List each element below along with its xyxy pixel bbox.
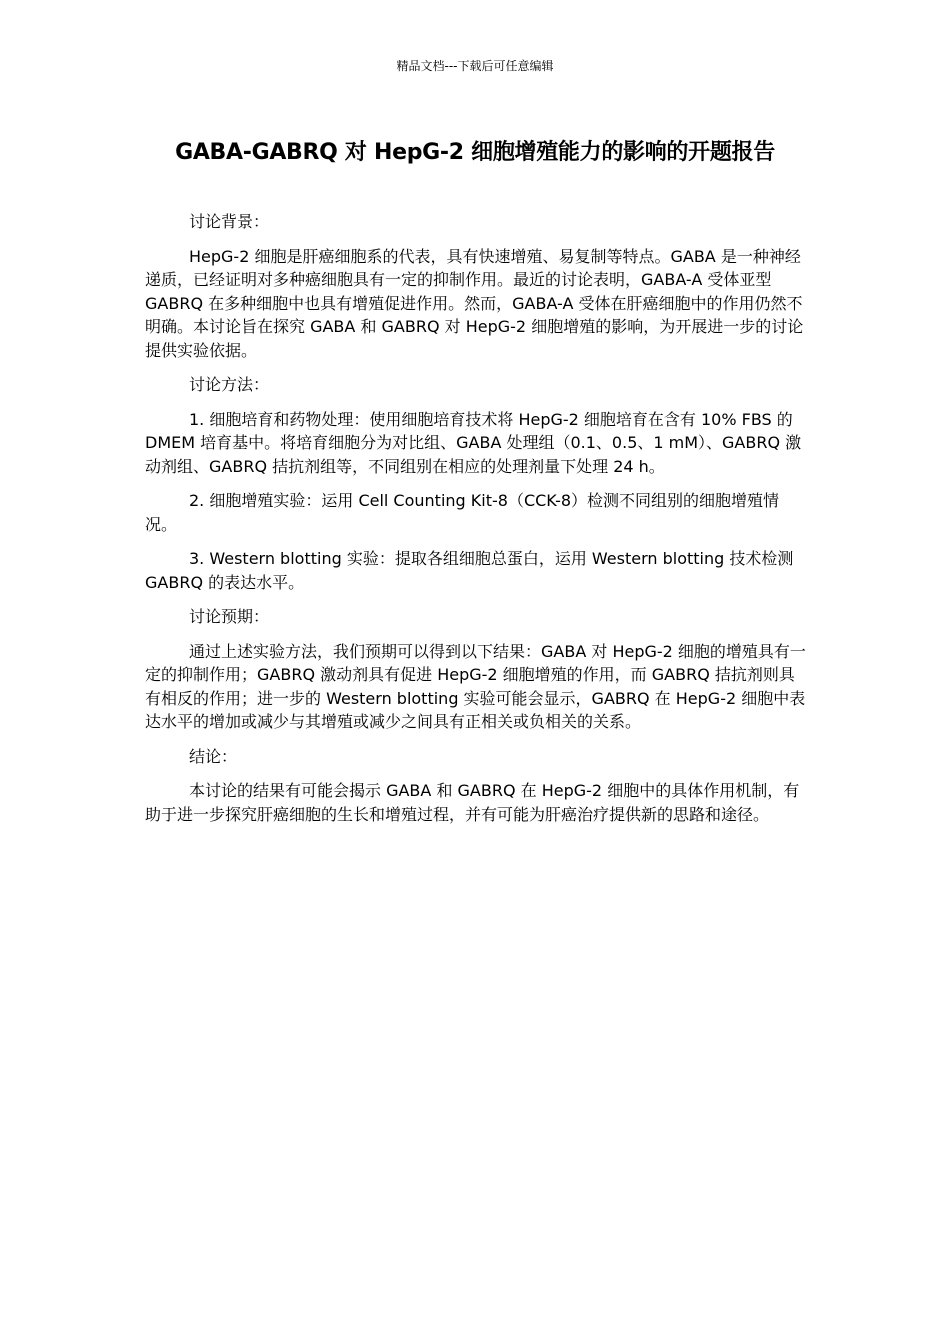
conclusion-paragraph: 本讨论的结果有可能会揭示 GABA 和 GABRQ 在 HepG-2 细胞中的具体作用机制，有助于进一步探究肝癌细胞的生长和增殖过程，并有可能为肝癌治疗提供新的思路和途径。	[145, 781, 800, 824]
conclusion-heading: 结论：	[189, 746, 238, 766]
method-item-3: 3. Western blotting 实验：提取各组细胞总蛋白，运用 Western blotting 技术检测 GABRQ 的表达水平。	[145, 549, 794, 592]
method-item-2: 2. 细胞增殖实验：运用 Cell Counting Kit-8（CCK-8）检测不同组别的细胞增殖情况。	[145, 491, 780, 534]
document-title: GABA-GABRQ 对 HepG-2 细胞增殖能力的影响的开题报告	[175, 140, 775, 165]
methods-heading: 讨论方法：	[189, 375, 270, 394]
method-item-1: 1. 细胞培育和药物处理：使用细胞培育技术将 HepG-2 细胞培育在含有 10% FBS 的 DMEM 培育基中。将培育细胞分为对比组、GABA 处理组（0.1、0.5、1 mM）、GABRQ 激动剂组、GABRQ 拮抗剂组等，不同组别在相应的处理剂量下处理 24 h。	[145, 409, 802, 476]
header-note: 精品文档---下载后可任意编辑	[396, 59, 554, 73]
expectation-paragraph: 通过上述实验方法，我们预期可以得到以下结果：GABA 对 HepG-2 细胞的增殖具有一定的抑制作用；GABRQ 激动剂具有促进 HepG-2 细胞增殖的作用，而 GABRQ 拮抗剂则具有相反的作用；进一步的 Western blotting 实验可能会显示，GABRQ 在 HepG-2 细胞中表达水平的增加或减少与其增殖或减少之间具有正相关或负相关的关系。	[145, 641, 806, 731]
background-heading: 讨论背景：	[189, 212, 270, 231]
document-body	[145, 210, 809, 837]
expectation-heading: 讨论预期：	[189, 607, 270, 626]
background-paragraph: HepG-2 细胞是肝癌细胞系的代表，具有快速增殖、易复制等特点。GABA 是一种神经递质，已经证明对多种癌细胞具有一定的抑制作用。最近的讨论表明，GABA-A 受体亚型 GABRQ 在多种细胞中也具有增殖促进作用。然而，GABA-A 受体在肝癌细胞中的作用仍然不明确。本讨论旨在探究 GABA 和 GABRQ 对 HepG-2 细胞增殖的影响，为开展进一步的讨论提供实验依据。	[145, 246, 804, 360]
